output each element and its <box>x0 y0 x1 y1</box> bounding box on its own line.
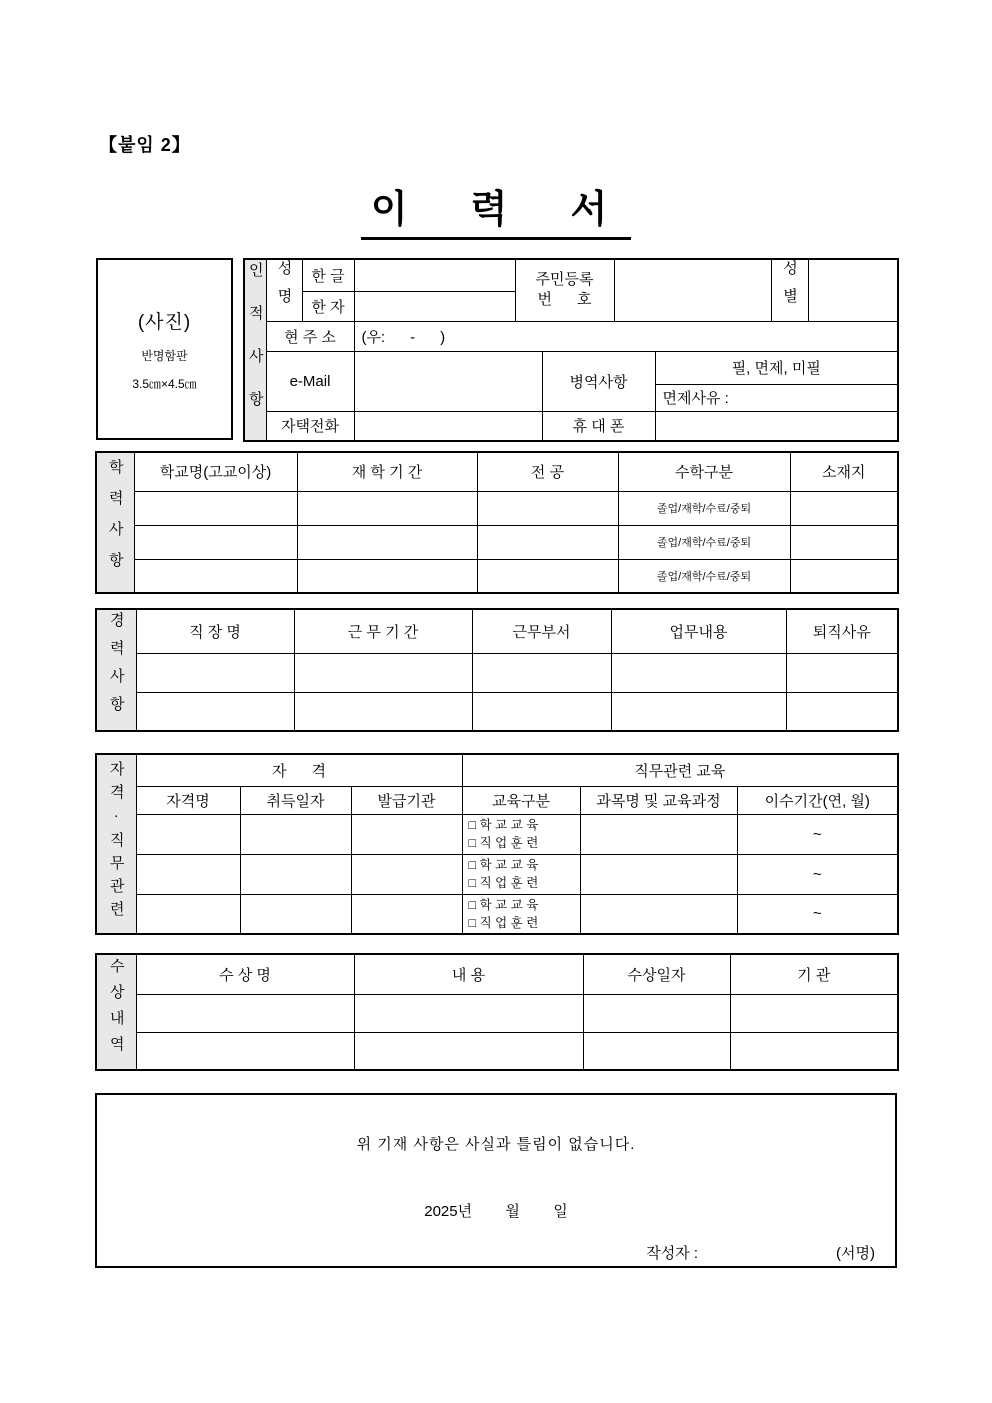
military-service-label: 병역사항 <box>542 351 655 411</box>
home-phone-input[interactable] <box>354 411 542 441</box>
qualification-date-input[interactable] <box>240 814 351 854</box>
career-duties-input[interactable] <box>611 653 786 692</box>
education-location-input[interactable] <box>790 559 898 593</box>
career-table <box>95 608 899 732</box>
home-phone-label: 자택전화 <box>266 411 354 441</box>
education-period-input[interactable] <box>297 491 477 525</box>
education-type-options: □ 학 교 교 육 □ 직 업 훈 련 <box>462 814 580 854</box>
career-reason-input[interactable] <box>786 692 898 731</box>
qualification-group-header-training: 직무관련 교육 <box>462 754 898 786</box>
awards-name-input[interactable] <box>136 1032 354 1070</box>
education-table <box>95 451 899 594</box>
education-major-input[interactable] <box>477 525 618 559</box>
career-row <box>96 653 898 692</box>
qualification-row <box>96 814 898 854</box>
awards-date-input[interactable] <box>583 1032 730 1070</box>
declaration-author-line <box>97 1242 895 1263</box>
career-header-reason: 퇴직사유 <box>786 609 898 653</box>
qualification-period-input[interactable]: ~ <box>737 814 898 854</box>
education-header-location: 소재지 <box>790 452 898 491</box>
name-korean-label: 한 글 <box>302 259 354 291</box>
exemption-reason-input[interactable]: 면제사유 : <box>655 384 898 411</box>
career-row <box>96 692 898 731</box>
education-location-input[interactable] <box>790 491 898 525</box>
career-header-department: 근무부서 <box>472 609 611 653</box>
email-input[interactable] <box>354 351 542 411</box>
qualification-name-input[interactable] <box>136 814 240 854</box>
awards-date-input[interactable] <box>583 994 730 1032</box>
personal-info-table <box>243 258 899 442</box>
education-type-options: □ 학 교 교 육 □ 직 업 훈 련 <box>462 854 580 894</box>
qualification-header-date: 취득일자 <box>240 786 351 814</box>
awards-header-name: 수 상 명 <box>136 954 354 994</box>
checkbox-vocational-icon[interactable]: □ <box>468 915 477 930</box>
name-hanja-label: 한 자 <box>302 291 354 321</box>
author-label[interactable]: 작성자 : <box>646 1245 699 1262</box>
qualification-issuer-input[interactable] <box>351 814 462 854</box>
address-input[interactable]: (우: - ) <box>354 321 898 351</box>
email-label: e-Mail <box>266 351 354 411</box>
awards-header-date: 수상일자 <box>583 954 730 994</box>
photo-type-label: 반명함판 <box>141 348 188 363</box>
photo-size-label: 3.5㎝×4.5㎝ <box>132 376 197 391</box>
education-school-input[interactable] <box>134 525 297 559</box>
education-header-status: 수학구분 <box>618 452 790 491</box>
awards-content-input[interactable] <box>354 1032 583 1070</box>
awards-row <box>96 994 898 1032</box>
education-type-options: □ 학 교 교 육 □ 직 업 훈 련 <box>462 894 580 934</box>
qualification-header-issuer: 발급기관 <box>351 786 462 814</box>
declaration-date-line[interactable]: 2025년 월 일 <box>424 1203 568 1220</box>
qualification-issuer-input[interactable] <box>351 854 462 894</box>
section-label-qualification: 자격·직무관련 <box>96 754 136 934</box>
education-major-input[interactable] <box>477 559 618 593</box>
education-location-input[interactable] <box>790 525 898 559</box>
declaration-box <box>95 1093 897 1268</box>
qualification-group-header-license: 자 격 <box>136 754 462 786</box>
checkbox-school-icon[interactable]: □ <box>468 897 477 912</box>
qualification-period-input[interactable]: ~ <box>737 894 898 934</box>
qualification-table <box>95 753 899 935</box>
section-label-career: 경력사항 <box>96 609 136 731</box>
section-label-education: 학력사항 <box>96 452 134 593</box>
education-header-period: 재 학 기 간 <box>297 452 477 491</box>
qualification-period-input[interactable]: ~ <box>737 854 898 894</box>
education-period-input[interactable] <box>297 559 477 593</box>
gender-input[interactable] <box>808 259 898 321</box>
mobile-label: 휴 대 폰 <box>542 411 655 441</box>
resident-number-label: 주민등록 번 호 <box>515 259 614 321</box>
career-header-duties: 업무내용 <box>611 609 786 653</box>
awards-header-content: 내 용 <box>354 954 583 994</box>
education-period-input[interactable] <box>297 525 477 559</box>
education-row <box>96 525 898 559</box>
education-school-input[interactable] <box>134 491 297 525</box>
section-label-awards: 수상내역 <box>96 954 136 1070</box>
mobile-input[interactable] <box>655 411 898 441</box>
career-department-input[interactable] <box>472 653 611 692</box>
photo-label: (사진) <box>137 311 192 333</box>
resident-number-input[interactable] <box>614 259 771 321</box>
qualification-course-input[interactable] <box>580 854 737 894</box>
education-status-options[interactable]: 졸업/재학/수료/중퇴 <box>618 559 790 593</box>
attachment-label: 【붙임 2】 <box>99 135 191 155</box>
career-period-input[interactable] <box>294 653 472 692</box>
awards-content-input[interactable] <box>354 994 583 1032</box>
checkbox-vocational-icon[interactable]: □ <box>468 876 477 890</box>
qualification-row <box>96 894 898 934</box>
qualification-row <box>96 854 898 894</box>
checkbox-vocational-icon[interactable]: □ <box>468 836 477 850</box>
qualification-header-type: 교육구분 <box>462 786 580 814</box>
awards-table <box>95 953 899 1071</box>
name-hanja-input[interactable] <box>354 291 515 321</box>
qualification-header-period: 이수기간(연, 월) <box>737 786 898 814</box>
address-label: 현 주 소 <box>266 321 354 351</box>
qualification-date-input[interactable] <box>240 894 351 934</box>
qualification-date-input[interactable] <box>240 854 351 894</box>
education-header-major: 전 공 <box>477 452 618 491</box>
education-school-input[interactable] <box>134 559 297 593</box>
education-status-options[interactable]: 졸업/재학/수료/중퇴 <box>618 525 790 559</box>
awards-name-input[interactable] <box>136 994 354 1032</box>
career-header-period: 근 무 기 간 <box>294 609 472 653</box>
signature-label[interactable]: (서명) <box>836 1245 875 1262</box>
education-major-input[interactable] <box>477 491 618 525</box>
military-options[interactable]: 필, 면제, 미필 <box>655 351 898 384</box>
education-row <box>96 559 898 593</box>
awards-org-input[interactable] <box>730 994 898 1032</box>
declaration-statement: 위 기재 사항은 사실과 틀림이 없습니다. <box>356 1136 636 1153</box>
gender-label: 성별 <box>771 259 808 321</box>
career-reason-input[interactable] <box>786 653 898 692</box>
career-period-input[interactable] <box>294 692 472 731</box>
career-company-input[interactable] <box>136 692 294 731</box>
qualification-issuer-input[interactable] <box>351 894 462 934</box>
awards-row <box>96 1032 898 1070</box>
name-label: 성명 <box>266 259 302 321</box>
awards-org-input[interactable] <box>730 1032 898 1070</box>
personal-info-section <box>96 258 899 442</box>
checkbox-school-icon[interactable]: □ <box>468 817 477 832</box>
title-wrap <box>95 190 897 240</box>
career-company-input[interactable] <box>136 653 294 692</box>
section-label-personal: 인적사항 <box>244 259 266 441</box>
awards-header-org: 기 관 <box>730 954 898 994</box>
qualification-header-course: 과목명 및 교육과정 <box>580 786 737 814</box>
career-department-input[interactable] <box>472 692 611 731</box>
name-korean-input[interactable] <box>354 259 515 291</box>
career-header-company: 직 장 명 <box>136 609 294 653</box>
qualification-header-name: 자격명 <box>136 786 240 814</box>
qualification-name-input[interactable] <box>136 854 240 894</box>
qualification-course-input[interactable] <box>580 894 737 934</box>
qualification-course-input[interactable] <box>580 814 737 854</box>
photo-placeholder-box <box>96 258 233 440</box>
education-status-options[interactable]: 졸업/재학/수료/중퇴 <box>618 491 790 525</box>
education-header-school: 학교명(고교이상) <box>134 452 297 491</box>
page-title: 이 력 서 <box>361 190 631 240</box>
qualification-name-input[interactable] <box>136 894 240 934</box>
education-row <box>96 491 898 525</box>
career-duties-input[interactable] <box>611 692 786 731</box>
checkbox-school-icon[interactable]: □ <box>468 857 477 872</box>
